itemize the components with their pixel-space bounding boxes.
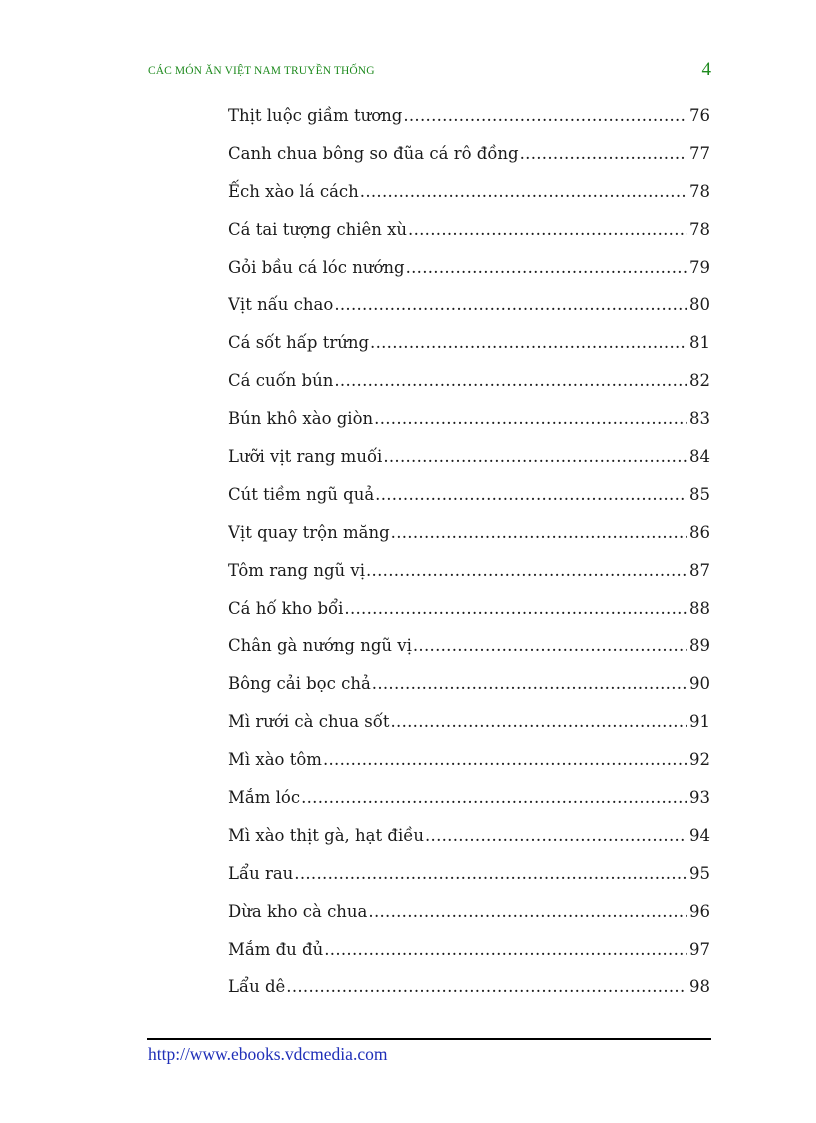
toc-entry-title: Vịt nấu chao: [228, 295, 334, 315]
dot-leader: [383, 438, 687, 476]
toc-entry[interactable]: [228, 590, 710, 628]
table-of-contents: [228, 97, 710, 1006]
toc-entry-title: Lẩu rau: [228, 863, 294, 883]
toc-entry-title: Lẩu dê: [228, 977, 286, 997]
toc-entry-title: Mắm lóc: [228, 788, 301, 808]
toc-entry-page: 85: [689, 484, 710, 504]
toc-entry-title: Dừa kho cà chua: [228, 901, 368, 921]
dot-leader: [391, 514, 687, 552]
toc-entry-page: 82: [689, 371, 710, 391]
toc-entry[interactable]: [228, 931, 710, 969]
toc-entry[interactable]: [228, 893, 710, 931]
dot-leader: [520, 135, 687, 173]
dot-leader: [390, 703, 687, 741]
toc-entry[interactable]: [228, 514, 710, 552]
running-header-title: CÁC MÓN ĂN VIỆT NAM TRUYỀN THỐNG: [148, 65, 375, 77]
toc-entry-title: Cá cuốn bún: [228, 371, 334, 391]
dot-leader: [370, 324, 687, 362]
footer-url-link[interactable]: http://www.ebooks.vdcmedia.com: [148, 1044, 388, 1064]
toc-entry-title: Cá sốt hấp trứng: [228, 333, 370, 353]
dot-leader: [408, 211, 687, 249]
dot-leader: [334, 362, 687, 400]
dot-leader: [425, 817, 687, 855]
toc-entry-page: 97: [689, 939, 710, 959]
toc-entry-title: Mì xào tôm: [228, 750, 322, 770]
dot-leader: [323, 741, 687, 779]
toc-entry-title: Mì rưới cà chua sốt: [228, 712, 390, 732]
dot-leader: [286, 968, 687, 1006]
toc-entry[interactable]: [228, 135, 710, 173]
toc-entry-title: Cút tiềm ngũ quả: [228, 484, 375, 504]
toc-entry-page: 94: [689, 825, 710, 845]
toc-entry-title: Tôm rang ngũ vị: [228, 560, 366, 580]
toc-entry-title: Bún khô xào giòn: [228, 409, 374, 429]
toc-entry-title: Thịt luộc giầm tương: [228, 106, 403, 125]
toc-entry[interactable]: [228, 211, 710, 249]
toc-entry[interactable]: [228, 703, 710, 741]
toc-entry[interactable]: [228, 173, 710, 211]
toc-entry[interactable]: [228, 97, 710, 135]
toc-entry-page: 90: [689, 674, 710, 694]
toc-entry[interactable]: [228, 968, 710, 1006]
dot-leader: [372, 665, 687, 703]
toc-entry-page: 76: [689, 106, 710, 125]
toc-entry-title: Chân gà nướng ngũ vị: [228, 636, 412, 656]
dot-leader: [344, 590, 687, 628]
toc-entry-page: 81: [689, 333, 710, 353]
toc-entry-page: 87: [689, 560, 710, 580]
toc-entry-title: Bông cải bọc chả: [228, 674, 371, 694]
toc-entry[interactable]: [228, 817, 710, 855]
toc-entry-title: Mì xào thịt gà, hạt điều: [228, 825, 424, 845]
dot-leader: [360, 173, 687, 211]
toc-entry-title: Mắm đu đủ: [228, 939, 324, 959]
toc-entry-page: 95: [689, 863, 710, 883]
dot-leader: [375, 476, 687, 514]
dot-leader: [301, 779, 687, 817]
toc-entry-page: 86: [689, 522, 710, 542]
toc-entry-title: Ếch xào lá cách: [228, 181, 359, 201]
dot-leader: [374, 400, 687, 438]
toc-entry[interactable]: [228, 665, 710, 703]
toc-entry[interactable]: [228, 627, 710, 665]
toc-entry-title: Cá tai tượng chiên xù: [228, 219, 408, 239]
toc-entry-page: 96: [689, 901, 710, 921]
toc-entry[interactable]: [228, 324, 710, 362]
dot-leader: [334, 286, 687, 324]
toc-entry[interactable]: [228, 286, 710, 324]
toc-entry[interactable]: [228, 741, 710, 779]
toc-entry-page: 93: [689, 788, 710, 808]
toc-entry[interactable]: [228, 362, 710, 400]
dot-leader: [413, 627, 687, 665]
toc-entry[interactable]: [228, 552, 710, 590]
dot-leader: [366, 552, 687, 590]
toc-entry-page: 89: [689, 636, 710, 656]
toc-entry[interactable]: [228, 249, 710, 287]
dot-leader: [403, 97, 687, 135]
toc-entry-page: 80: [689, 295, 710, 315]
toc-entry-title: Canh chua bông so đũa cá rô đồng: [228, 143, 519, 163]
toc-entry-page: 78: [689, 181, 710, 201]
toc-entry-page: 92: [689, 750, 710, 770]
toc-entry-title: Cá hố kho bổi: [228, 598, 344, 618]
toc-entry[interactable]: [228, 400, 710, 438]
page-number: 4: [701, 59, 711, 80]
footer-divider: [147, 1038, 711, 1040]
toc-entry-page: 98: [689, 977, 710, 997]
toc-entry-page: 88: [689, 598, 710, 618]
toc-entry-page: 84: [689, 447, 710, 467]
toc-entry[interactable]: [228, 438, 710, 476]
toc-entry[interactable]: [228, 779, 710, 817]
dot-leader: [406, 249, 687, 287]
toc-entry-page: 77: [689, 143, 710, 163]
toc-entry-page: 83: [689, 409, 710, 429]
dot-leader: [324, 931, 687, 969]
toc-entry-page: 79: [689, 257, 710, 277]
toc-entry-page: 91: [689, 712, 710, 732]
dot-leader: [294, 855, 687, 893]
toc-entry-title: Gỏi bầu cá lóc nướng: [228, 257, 405, 277]
toc-entry[interactable]: [228, 855, 710, 893]
toc-entry-title: Vịt quay trộn măng: [228, 522, 390, 542]
toc-entry-page: 78: [689, 219, 710, 239]
toc-entry[interactable]: [228, 476, 710, 514]
dot-leader: [368, 893, 687, 931]
toc-entry-title: Lưỡi vịt rang muối: [228, 447, 383, 467]
